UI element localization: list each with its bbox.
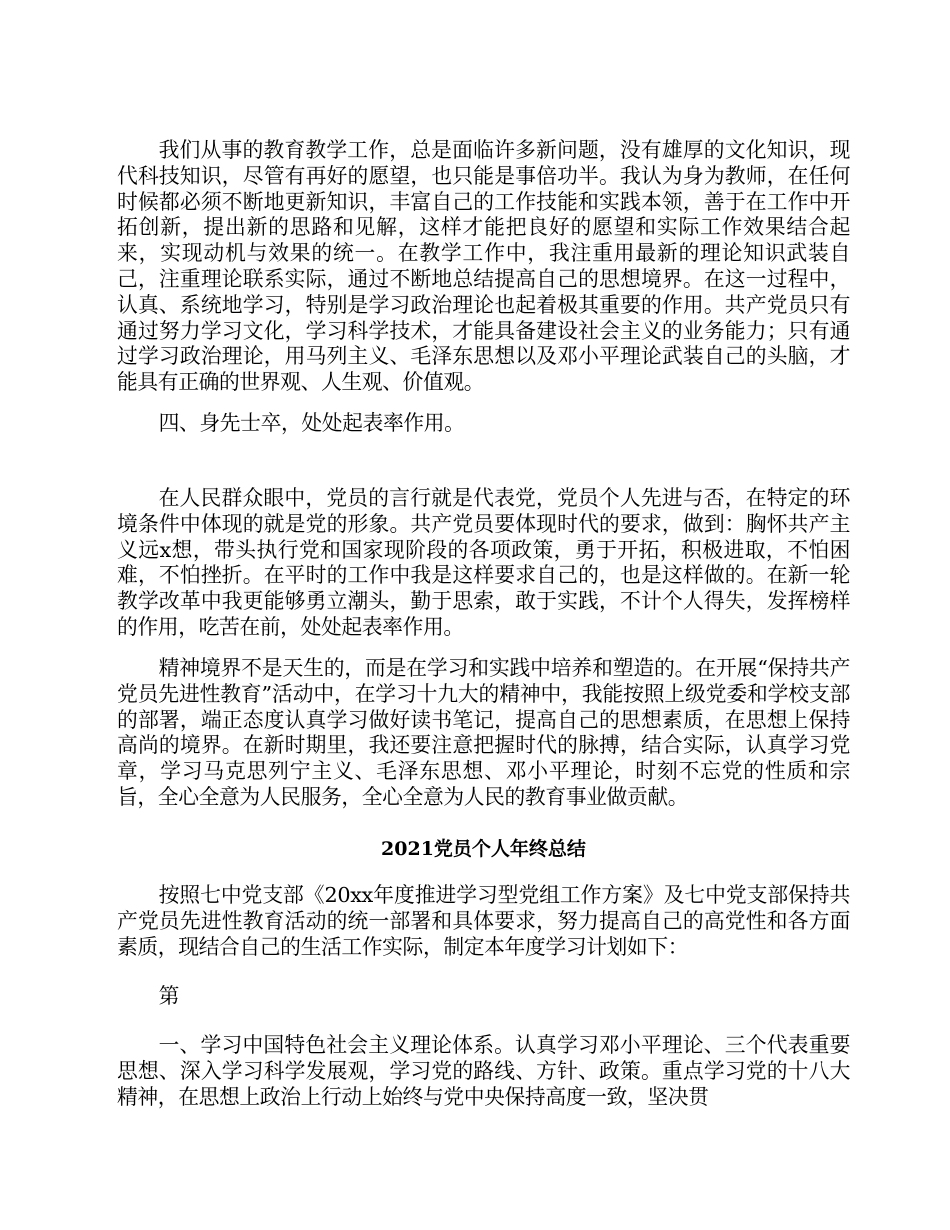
paragraph-study-plan-intro: 按照七中党支部《20xx年度推进学习型党组工作方案》及七中党支部保持共产党员先进性教育活动的统一部署和具体要求，努力提高自己的高党性和各方面素质，现结合自己的生活工作实际，制定本年度学习计划如下：	[117, 883, 850, 959]
paragraph-spiritual-realm: 精神境界不是天生的，而是在学习和实践中培养和塑造的。在开展“保持共产党员先进性教育”活动中，在学习十九大的精神中，我能按照上级党委和学校支部的部署，端正态度认真学习做好读书笔记，提高自己的思想素质，在思想上保持高尚的境界。在新时期里，我还要注意把握时代的脉搏，结合实际，认真学习党章，学习马克思列宁主义、毛泽东思想、邓小平理论，时刻不忘党的性质和宗旨，全心全意为人民服务，全心全意为人民的教育事业做贡献。	[117, 656, 850, 809]
paragraph-party-image: 在人民群众眼中，党员的言行就是代表党，党员个人先进与否，在特定的环境条件中体现的就是党的形象。共产党员要体现时代的要求，做到：胸怀共产主义远x想，带头执行党和国家现阶段的各项政策，勇于开拓，积极进取，不怕困难，不怕挫折。在平时的工作中我是这样要求自己的，也是这样做的。在新一轮教学改革中我更能够勇立潮头，勤于思索，敢于实践，不计个人得失，发挥榜样的作用，吃苦在前，处处起表率作用。	[117, 486, 850, 639]
paragraph-di: 第	[158, 984, 179, 1008]
section-heading: 2021党员个人年终总结	[381, 838, 586, 860]
paragraph-section-four-title: 四、身先士卒，处处起表率作用。	[158, 411, 465, 435]
paragraph-education-knowledge: 我们从事的教育教学工作，总是面临许多新问题，没有雄厚的文化知识，现代科技知识，尽管有再好的愿望，也只能是事倍功半。我认为身为教师，在任何时候都必须不断地更新知识，丰富自己的工作技能和实践本领，善于在工作中开拓创新，提出新的思路和见解，这样才能把良好的愿望和实际工作效果结合起来，实现动机与效果的统一。在教学工作中，我注重用最新的理论知识武装自己，注重理论联系实际，通过不断地总结提高自己的思想境界。在这一过程中，认真、系统地学习，特别是学习政治理论也起着极其重要的作用。共产党员只有通过努力学习文化，学习科学技术，才能具备建设社会主义的业务能力；只有通过学习政治理论，用马列主义、毛泽东思想以及邓小平理论武装自己的头脑，才能具有正确的世界观、人生观、价值观。	[117, 138, 850, 395]
paragraph-theory-study: 一、学习中国特色社会主义理论体系。认真学习邓小平理论、三个代表重要思想、深入学习科学发展观，学习党的路线、方针、政策。重点学习党的十八大精神，在思想上政治上行动上始终与党中央保持高度一致，坚决贯	[117, 1033, 850, 1109]
